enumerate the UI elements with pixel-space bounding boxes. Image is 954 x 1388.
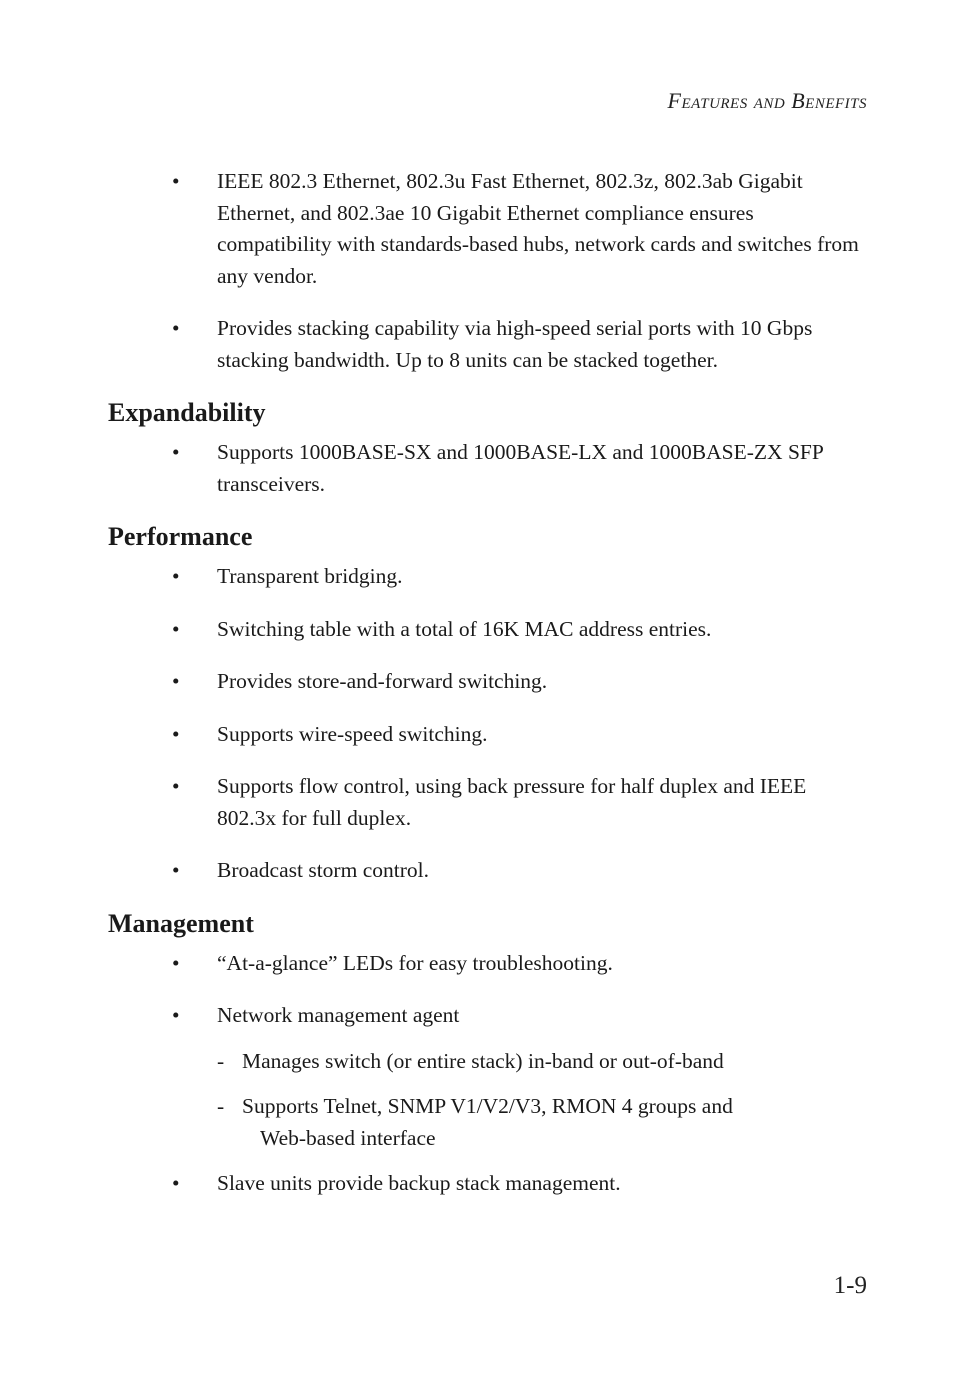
management-bullet-list <box>108 948 868 1032</box>
bullet-icon: • <box>172 316 180 340</box>
list-item-text: Provides stacking capability via high-speed serial ports with 10 Gbps stacking bandwidth. Up to 8 units can be stacked together. <box>217 316 813 372</box>
bullet-icon: • <box>172 440 180 464</box>
list-item <box>108 948 868 980</box>
list-item-text: “At-a-glance” LEDs for easy troubleshooting. <box>217 950 613 975</box>
sub-item-text-continuation: Web-based interface <box>260 1125 436 1150</box>
list-item-text: Slave units provide backup stack management. <box>217 1171 621 1195</box>
bullet-icon: • <box>172 1003 180 1027</box>
bullet-icon: • <box>172 1171 180 1195</box>
list-item-text: Broadcast storm control. <box>217 858 429 882</box>
dash-icon: - <box>217 1094 225 1118</box>
list-item-text: Transparent bridging. <box>217 564 403 588</box>
list-item <box>108 719 868 751</box>
bullet-icon: • <box>172 721 180 746</box>
list-item-text: Provides store-and-forward switching. <box>217 669 548 693</box>
list-item <box>108 1168 868 1200</box>
bullet-icon: • <box>172 616 180 641</box>
section-heading-performance: Performance <box>108 522 253 551</box>
sub-list-item <box>108 1046 868 1078</box>
bullet-icon: • <box>172 564 180 588</box>
sub-item-text: Supports Telnet, SNMP V1/V2/V3, RMON 4 groups and <box>242 1094 733 1118</box>
bullet-icon: • <box>172 669 180 693</box>
list-item <box>108 437 868 500</box>
bullet-icon: • <box>172 858 180 882</box>
list-item <box>108 166 868 292</box>
bullet-icon: • <box>172 169 180 193</box>
document-body <box>108 166 868 1221</box>
performance-bullet-list <box>108 561 868 887</box>
management-sub-list <box>108 1046 868 1155</box>
bullet-icon: • <box>172 774 180 798</box>
page-number: 1-9 <box>833 1272 867 1299</box>
sub-item-text: Manages switch (or entire stack) in-band or out-of-band <box>242 1048 724 1073</box>
list-item <box>108 666 868 698</box>
list-item-text: Supports wire-speed switching. <box>217 721 488 746</box>
management-final-list <box>108 1168 868 1200</box>
list-item-text: Switching table with a total of 16K MAC address entries. <box>217 616 712 641</box>
section-heading-expandability: Expandability <box>108 398 266 427</box>
list-item-text: IEEE 802.3 Ethernet, 802.3u Fast Ethernet, 802.3z, 802.3ab Gigabit Ethernet, and 802.3ae 10 Gigabit Ethernet compliance ensures compatibility with standards-based hubs, network cards and switches from any vendor. <box>217 169 859 288</box>
list-item <box>108 855 868 887</box>
running-header: Features and Benefits <box>667 88 867 113</box>
sub-list-item <box>108 1091 868 1154</box>
list-item-text: Supports flow control, using back pressure for half duplex and IEEE 802.3x for full duplex. <box>217 774 807 830</box>
list-item <box>108 313 868 376</box>
expandability-bullet-list <box>108 437 868 500</box>
list-item <box>108 1000 868 1032</box>
dash-icon: - <box>217 1048 225 1073</box>
list-item-text: Network management agent <box>217 1003 460 1027</box>
section-heading-management: Management <box>108 908 254 938</box>
list-item <box>108 614 868 646</box>
list-item <box>108 561 868 593</box>
list-item-text: Supports 1000BASE-SX and 1000BASE-LX and 1000BASE-ZX SFP transceivers. <box>217 440 824 496</box>
list-item <box>108 771 868 834</box>
bullet-icon: • <box>172 950 180 975</box>
intro-bullet-list <box>108 166 868 376</box>
